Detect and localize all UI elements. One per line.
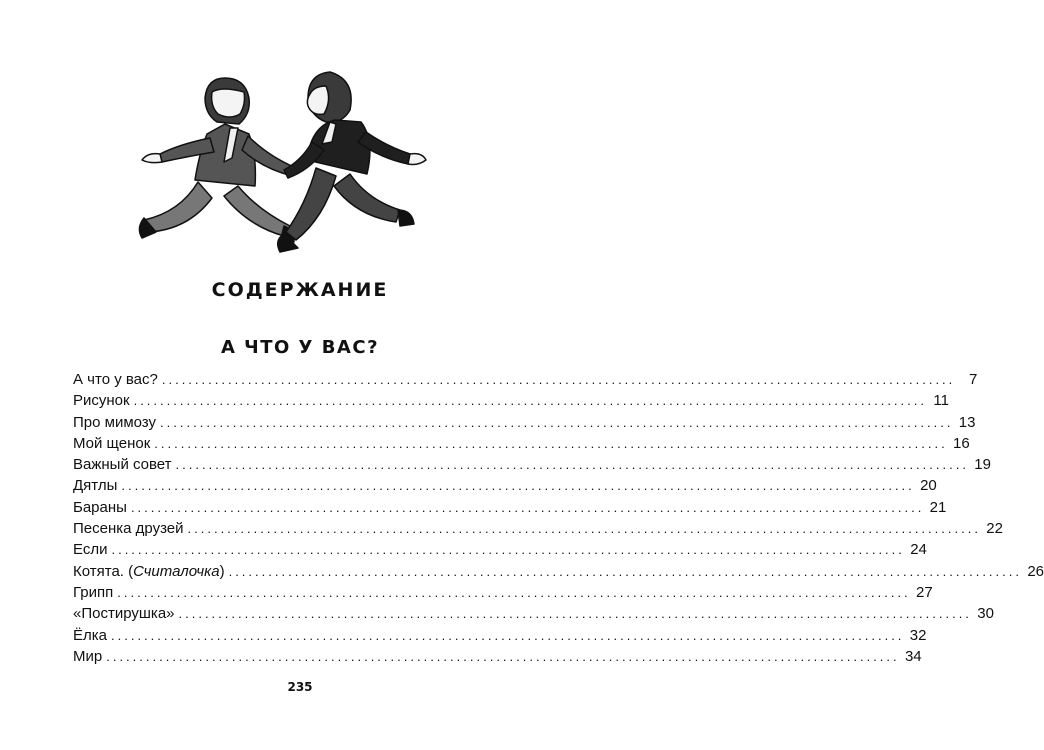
toc-entry-page: 16 xyxy=(953,434,970,452)
toc-entry-title-main: Котята. xyxy=(73,562,124,580)
toc-leader-dots: ........................................................................................................................ xyxy=(111,627,905,643)
toc-entry-title: Про мимозу xyxy=(73,413,157,431)
toc-entry[interactable] xyxy=(73,497,947,518)
toc-entry-title: Котята. (Считалочка) xyxy=(73,562,225,580)
page-number: 235 xyxy=(287,680,313,694)
toc-entry-title: Бараны xyxy=(73,498,127,516)
toc-entry-page: 34 xyxy=(904,647,922,665)
toc-entry-title: «Постирушка» xyxy=(73,605,175,623)
toc-leader-dots: ........................................................................................................................ xyxy=(154,435,948,451)
toc-leader-dots: ........................................................................................................................ xyxy=(121,478,915,494)
toc-entry-page: 30 xyxy=(977,605,994,623)
toc-leader-dots: ........................................................................................................................ xyxy=(133,393,927,409)
toc-entry[interactable] xyxy=(73,433,970,454)
toc-entry-page: 32 xyxy=(909,626,927,644)
toc-entry-page: 22 xyxy=(986,520,1003,538)
toc-entry-page: 26 xyxy=(1027,562,1044,580)
toc-entry[interactable] xyxy=(73,646,922,667)
toc-entry-page: 20 xyxy=(920,477,937,495)
toc-entry[interactable] xyxy=(73,454,991,475)
toc-entry[interactable] xyxy=(73,518,1003,539)
toc-leader-dots: ........................................................................................................................ xyxy=(160,414,954,430)
toc-leader-dots: ........................................................................................................................ xyxy=(106,648,900,664)
toc-entry[interactable] xyxy=(73,561,1044,582)
toc-leader-dots: ........................................................................................................................ xyxy=(228,563,1022,579)
toc-entry[interactable] xyxy=(73,603,994,624)
toc-entry-title: Песенка друзей xyxy=(73,520,184,538)
toc-entry[interactable] xyxy=(73,625,927,646)
toc-entry-title: Ёлка xyxy=(73,626,107,644)
toc-entry-title: Если xyxy=(73,541,108,559)
toc-entry[interactable] xyxy=(73,390,949,411)
toc-leader-dots: ........................................................................................................................ xyxy=(178,606,972,622)
toc-entry-page: 27 xyxy=(915,583,933,601)
toc-entry-title: Мой щенок xyxy=(73,434,151,452)
toc-leader-dots: ........................................................................................................................ xyxy=(130,499,925,515)
toc-entry[interactable] xyxy=(73,412,976,433)
toc-leader-dots: ........................................................................................................................ xyxy=(187,521,981,537)
toc-entry-title: Рисунок xyxy=(73,392,130,410)
toc-leader-dots: ........................................................................................................................ xyxy=(161,372,956,387)
toc-leader-dots: ........................................................................................................................ xyxy=(117,584,911,600)
toc-entry-title: Грипп xyxy=(73,583,114,601)
toc-entry-page: 21 xyxy=(929,498,947,516)
toc-entry[interactable] xyxy=(73,475,937,496)
toc-leader-dots: ........................................................................................................................ xyxy=(175,457,969,473)
children-running-illustration xyxy=(130,50,470,260)
toc-entry-title: Мир xyxy=(73,647,103,665)
toc-entry-page: 7 xyxy=(968,371,978,388)
toc-entry-title: А что у вас? xyxy=(73,371,158,388)
table-of-contents xyxy=(73,369,1044,667)
toc-entry-subtitle: Считалочка xyxy=(133,562,220,580)
toc-entry[interactable] xyxy=(73,369,978,390)
toc-entry-title: Важный совет xyxy=(73,456,172,474)
toc-entry-page: 24 xyxy=(910,541,927,559)
toc-entry-page: 11 xyxy=(933,392,949,410)
section-title: СОДЕРЖАНИЕ xyxy=(211,279,389,301)
toc-entry-title: Дятлы xyxy=(73,477,118,495)
boy-figure xyxy=(278,72,426,252)
toc-entry[interactable] xyxy=(73,539,927,560)
subsection-title: А ЧТО У ВАС? xyxy=(220,337,380,358)
toc-entry-page: 13 xyxy=(958,413,976,431)
toc-entry[interactable] xyxy=(73,582,933,603)
girl-figure xyxy=(139,78,296,242)
toc-entry-page: 19 xyxy=(974,456,991,474)
toc-leader-dots: ........................................................................................................................ xyxy=(111,542,905,558)
